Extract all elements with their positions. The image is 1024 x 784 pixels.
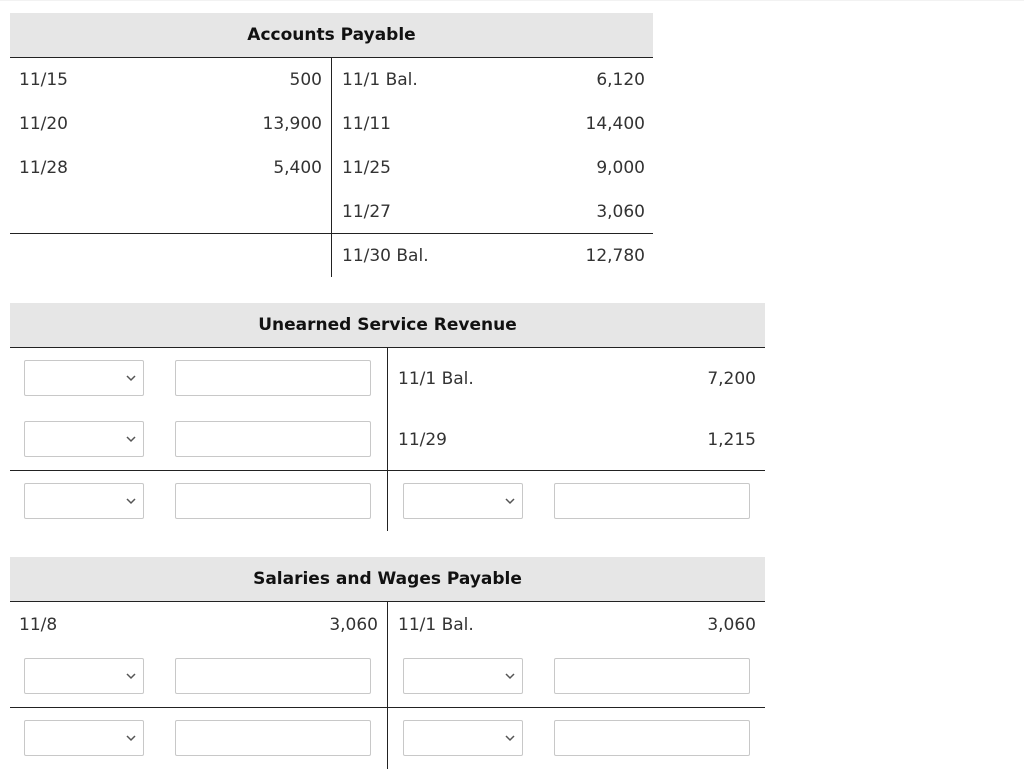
- usr-credit-balance-select[interactable]: [403, 483, 523, 519]
- top-divider: [0, 0, 1024, 1]
- ap-credit-amount: 6,120: [596, 70, 645, 90]
- ap-debit-date: 11/28: [19, 158, 68, 178]
- swp-debit-amount: 3,060: [329, 615, 378, 635]
- chevron-down-icon: [125, 731, 137, 745]
- swp-title: Salaries and Wages Payable: [253, 569, 522, 589]
- swp-debit-balance-input[interactable]: [175, 720, 371, 756]
- ap-credit-amount: 14,400: [585, 114, 645, 134]
- usr-debit-date-select[interactable]: [24, 421, 144, 457]
- swp-credit-label: 11/1 Bal.: [398, 615, 474, 635]
- chevron-down-icon: [504, 669, 516, 683]
- chevron-down-icon: [125, 494, 137, 508]
- usr-credit-balance-input[interactable]: [554, 483, 750, 519]
- usr-debit-balance-select[interactable]: [24, 483, 144, 519]
- swp-credit-amount-input[interactable]: [554, 658, 750, 694]
- chevron-down-icon: [504, 494, 516, 508]
- chevron-down-icon: [504, 731, 516, 745]
- chevron-down-icon: [125, 432, 137, 446]
- ap-credit-amount: 9,000: [596, 158, 645, 178]
- usr-credit-amount: 7,200: [707, 369, 756, 389]
- swp-credit-balance-input[interactable]: [554, 720, 750, 756]
- ap-credit-label: 11/25: [342, 158, 391, 178]
- ap-debit-amount: 5,400: [273, 158, 322, 178]
- swp-center-line: [387, 602, 388, 769]
- chevron-down-icon: [125, 669, 137, 683]
- swp-header: [10, 557, 765, 602]
- chevron-down-icon: [125, 371, 137, 385]
- usr-debit-balance-input[interactable]: [175, 483, 371, 519]
- accounts-payable-center-line: [331, 58, 332, 277]
- swp-credit-date-select[interactable]: [403, 658, 523, 694]
- usr-credit-label: 11/1 Bal.: [398, 369, 474, 389]
- ap-balance-amount: 12,780: [585, 246, 645, 266]
- usr-credit-label: 11/29: [398, 430, 447, 450]
- swp-credit-amount: 3,060: [707, 615, 756, 635]
- ap-debit-date: 11/20: [19, 114, 68, 134]
- usr-title: Unearned Service Revenue: [258, 315, 517, 335]
- swp-debit-balance-select[interactable]: [24, 720, 144, 756]
- usr-header: [10, 303, 765, 348]
- swp-debit-date-select[interactable]: [24, 658, 144, 694]
- ap-debit-date: 11/15: [19, 70, 68, 90]
- swp-total-line: [10, 707, 765, 708]
- usr-debit-amount-input[interactable]: [175, 421, 371, 457]
- swp-debit-amount-input[interactable]: [175, 658, 371, 694]
- swp-debit-date: 11/8: [19, 615, 58, 635]
- ap-credit-amount: 3,060: [596, 202, 645, 222]
- accounts-payable-title: Accounts Payable: [247, 25, 416, 45]
- accounts-payable-total-line: [10, 233, 653, 234]
- swp-credit-balance-select[interactable]: [403, 720, 523, 756]
- ap-credit-label: 11/11: [342, 114, 391, 134]
- usr-credit-amount: 1,215: [707, 430, 756, 450]
- usr-debit-date-select[interactable]: [24, 360, 144, 396]
- ap-debit-amount: 500: [289, 70, 322, 90]
- usr-debit-amount-input[interactable]: [175, 360, 371, 396]
- accounts-payable-header: [10, 13, 653, 58]
- ap-credit-label: 11/27: [342, 202, 391, 222]
- ap-balance-label: 11/30 Bal.: [342, 246, 429, 266]
- usr-total-line: [10, 470, 765, 471]
- usr-center-line: [387, 348, 388, 531]
- ap-credit-label: 11/1 Bal.: [342, 70, 418, 90]
- ap-debit-amount: 13,900: [262, 114, 322, 134]
